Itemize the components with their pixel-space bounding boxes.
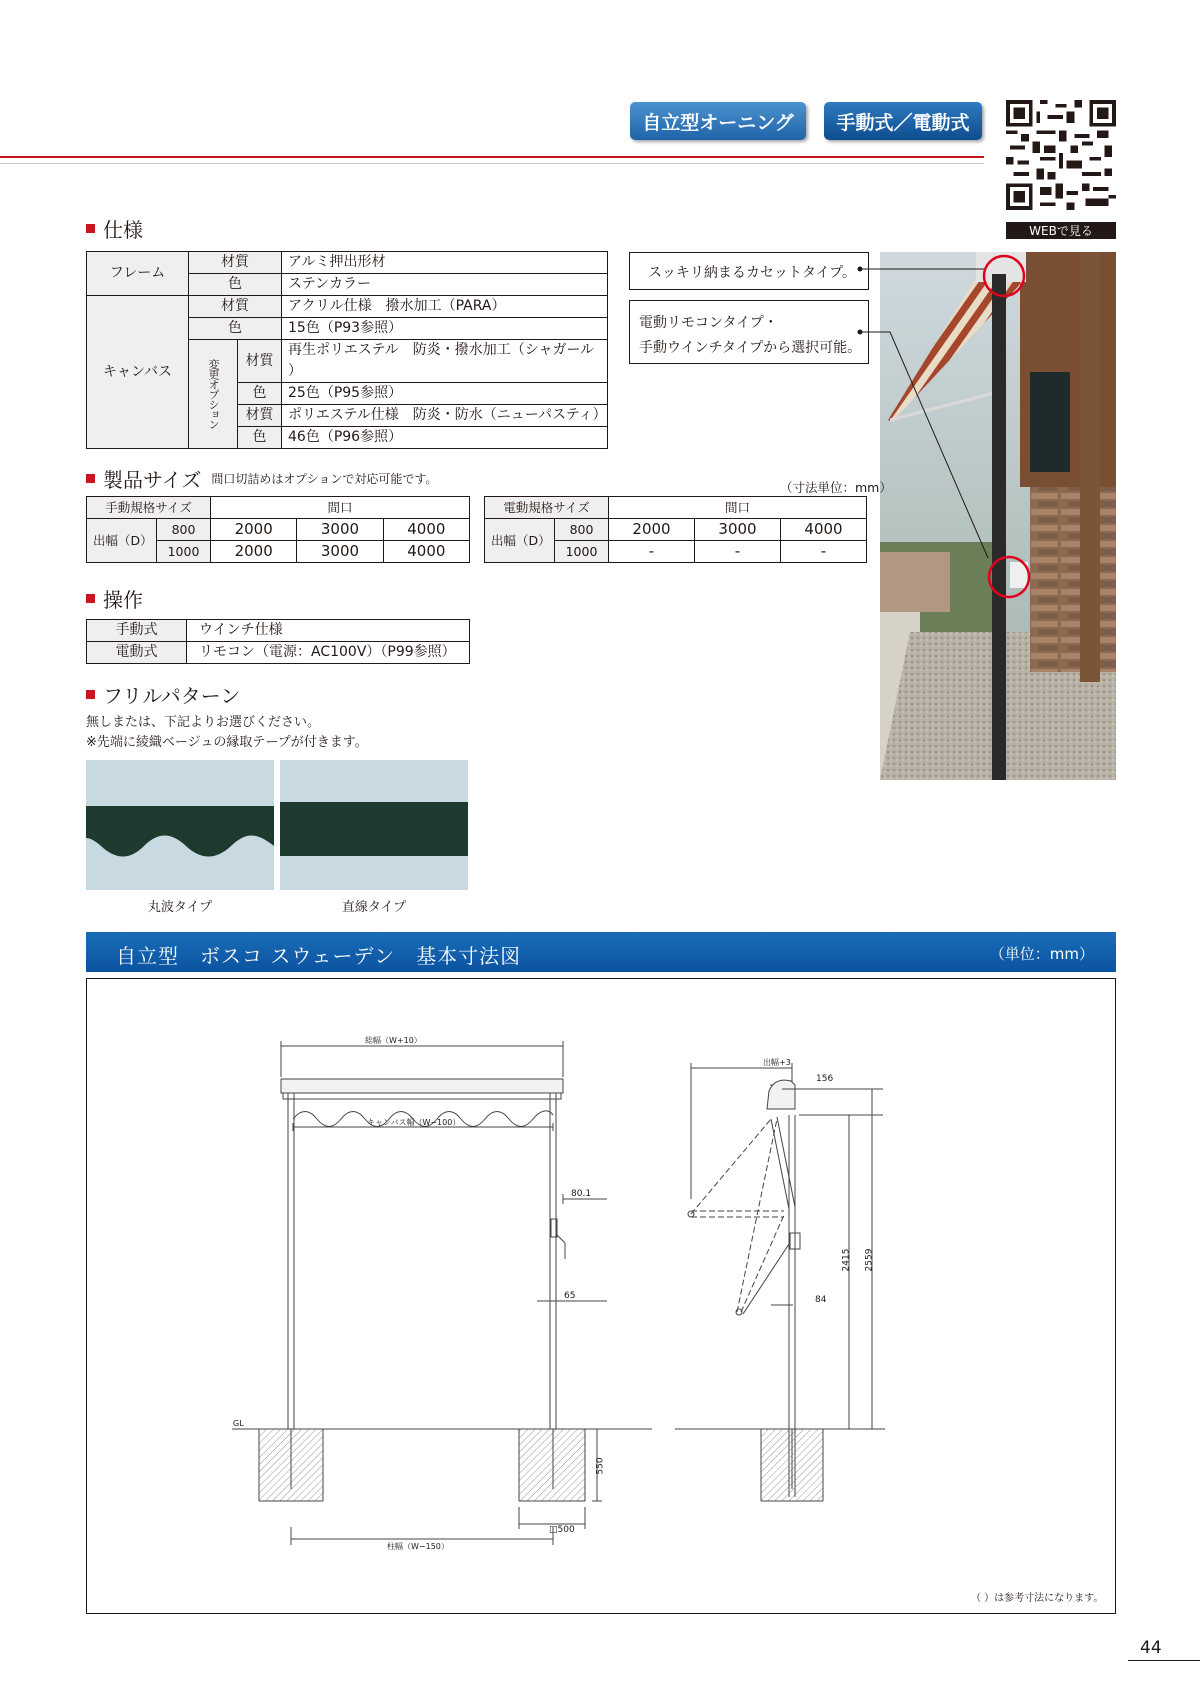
drawing-footnote: （ ）は参考寸法になります。 bbox=[971, 1593, 1104, 1604]
dim-depth3: 出幅+3 bbox=[763, 1058, 791, 1067]
size-heading: 製品サイズ 間口切詰めはオプションで対応可能です。 bbox=[86, 464, 437, 493]
header-rule bbox=[0, 156, 984, 158]
dim-500: □500 bbox=[549, 1525, 575, 1535]
dim-156: 156 bbox=[816, 1074, 834, 1084]
spec-canvas-label: キャンバス bbox=[87, 296, 189, 449]
spec-heading: 仕様 bbox=[86, 214, 143, 243]
dim-550: 550 bbox=[595, 1457, 606, 1475]
dim-gl: GL bbox=[233, 1419, 244, 1428]
frill-wave-image bbox=[86, 760, 274, 890]
bullet-square-icon bbox=[86, 224, 95, 233]
manual-size-table: 手動規格サイズ 間口 出幅（D） 800 2000 3000 4000 1000 2000 3000 4000 bbox=[86, 496, 470, 563]
drawing-unit: （単位：mm） bbox=[989, 945, 1094, 963]
dim-canvas-width: キャンバス幅（W−100） bbox=[367, 1118, 461, 1127]
qr-code-icon[interactable] bbox=[1006, 100, 1116, 210]
dim-post-width: 柱幅（W−150） bbox=[387, 1542, 449, 1551]
qr-web-label: WEBで見る bbox=[1006, 222, 1116, 239]
frill-line2: ※先端に綾織ベージュの縁取テープが付きます。 bbox=[86, 735, 368, 750]
page-number-rule bbox=[1128, 1660, 1200, 1661]
callout-leader-lines bbox=[860, 252, 1000, 592]
electric-size-table: 電動規格サイズ 間口 出幅（D） 800 2000 3000 4000 1000 - - - bbox=[484, 496, 867, 563]
frill-wave-caption: 丸波タイプ bbox=[147, 900, 213, 915]
dim-total-width: 総幅（W+10） bbox=[365, 1036, 422, 1045]
header-rule-thin bbox=[0, 163, 984, 164]
spec-frame-label: フレーム bbox=[87, 252, 189, 296]
dim-2415: 2415 bbox=[841, 1248, 852, 1272]
bullet-square-icon bbox=[86, 474, 95, 483]
callout-operation: 電動リモコンタイプ・ 手動ウインチタイプから選択可能。 bbox=[629, 300, 869, 364]
size-unit-note: （寸法単位：mm） bbox=[780, 480, 892, 495]
frill-line1: 無しまたは、下記よりお選びください。 bbox=[86, 715, 321, 730]
category-tag-freestanding: 自立型オーニング bbox=[630, 102, 806, 140]
frill-straight-caption: 直線タイプ bbox=[341, 900, 407, 915]
drawing-title-band bbox=[86, 932, 1116, 972]
operation-heading: 操作 bbox=[86, 584, 143, 613]
dim-80: 80.1 bbox=[571, 1189, 592, 1199]
frill-heading: フリルパターン bbox=[86, 680, 240, 709]
page-number: 44 bbox=[1140, 1638, 1162, 1658]
dim-65: 65 bbox=[564, 1291, 576, 1301]
callout-cassette: スッキリ納まるカセットタイプ。 bbox=[629, 252, 869, 290]
dim-2559: 2559 bbox=[864, 1248, 875, 1272]
operation-table: 手動式 ウインチ仕様 電動式 リモコン（電源：AC100V）（P99参照） bbox=[86, 619, 470, 664]
dimension-drawing bbox=[86, 978, 1116, 1614]
drawing-title: 自立型 ボスコ スウェーデン 基本寸法図 bbox=[116, 944, 522, 968]
dimension-drawing-svg bbox=[87, 979, 1115, 1613]
bullet-square-icon bbox=[86, 594, 95, 603]
frill-straight-image bbox=[280, 760, 468, 890]
bullet-square-icon bbox=[86, 690, 95, 699]
spec-table: フレーム 材質 アルミ押出形材 色 ステンカラー キャンバス 材質 アクリル仕様 撥水加工（PARA） 色 15色（P93参照） 変更オプション 材質 再生ポリエステル 防炎・撥水加工（シャガール ） 色 25色（P95参照） 材質 ポリエステル仕様 防炎・防水（ニューパスティ） 色 46色（P96参照） bbox=[86, 251, 608, 449]
category-tag-operation: 手動式／電動式 bbox=[824, 102, 982, 140]
dim-84: 84 bbox=[815, 1295, 827, 1305]
spec-option-label: 変更オプション bbox=[189, 340, 238, 449]
